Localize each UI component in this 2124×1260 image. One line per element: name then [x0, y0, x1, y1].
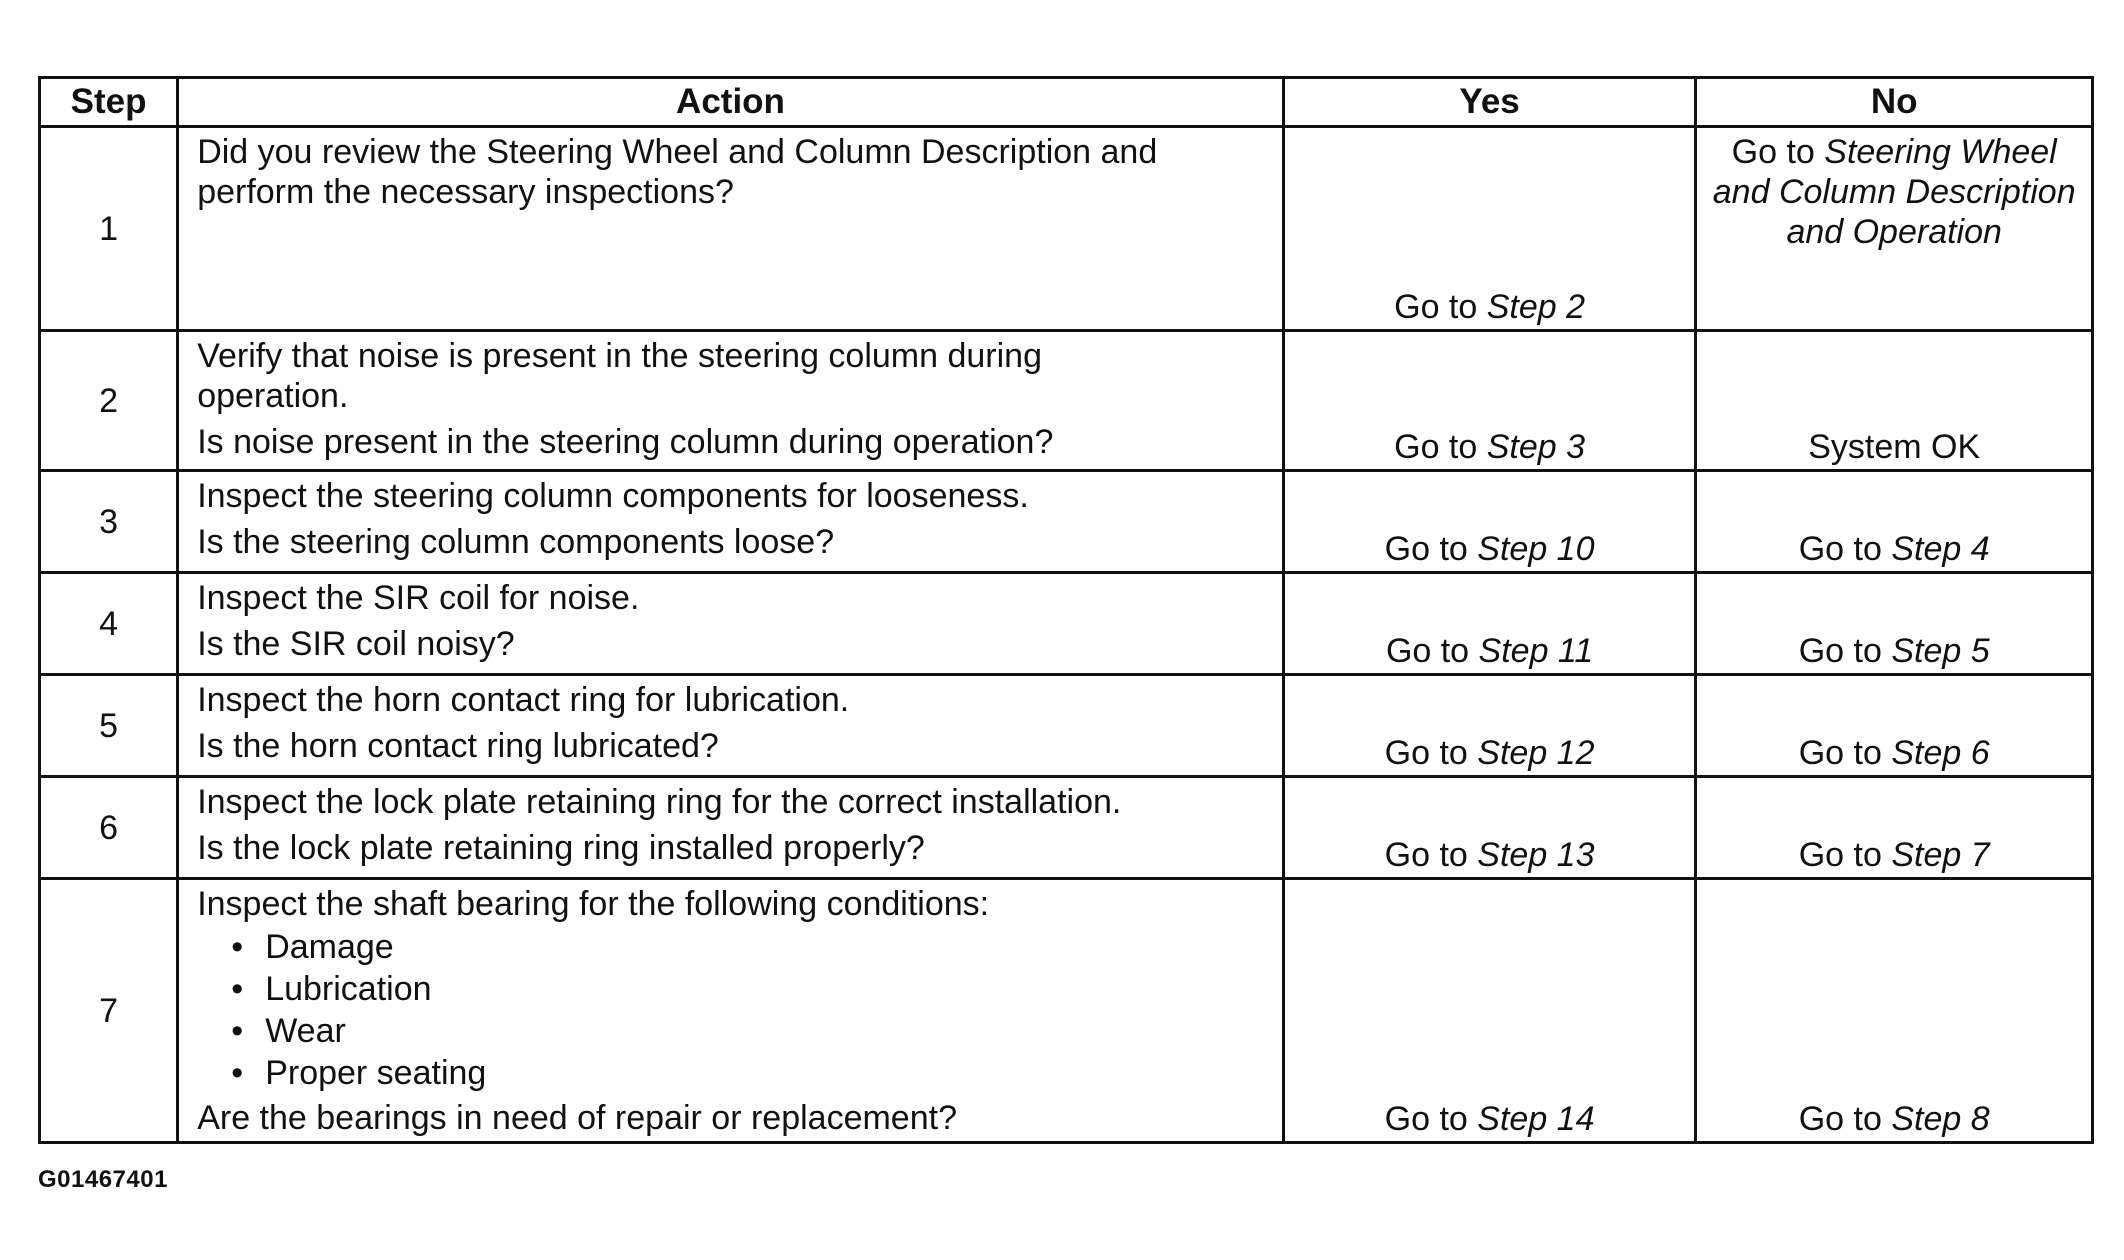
step-number: 4: [40, 573, 178, 675]
no-cell: [1696, 675, 2093, 777]
yes-cell: [1283, 879, 1696, 1143]
step-number: 2: [40, 331, 178, 471]
action-text: Verify that noise is present in the steering column during operation.: [197, 337, 1042, 415]
yes-prefix: Go to: [1384, 836, 1478, 874]
header-action: Action: [178, 78, 1284, 127]
action-text: Did you review the Steering Wheel and Column Description and perform the necessary inspections?: [197, 133, 1158, 211]
list-item: • Proper seating: [265, 1052, 1264, 1094]
no-prefix: Go to: [1731, 133, 1825, 171]
step-number: 7: [40, 879, 178, 1143]
action-cell: [178, 573, 1284, 675]
yes-prefix: Go to: [1384, 734, 1478, 772]
no-prefix: Go to: [1798, 530, 1892, 568]
action-cell: [178, 777, 1284, 879]
action-cell: [178, 127, 1284, 331]
yes-cell: [1283, 471, 1696, 573]
list-item: • Lubrication: [265, 968, 1264, 1010]
no-cell: [1696, 777, 2093, 879]
action-cell: [178, 675, 1284, 777]
table-row: [40, 675, 2093, 777]
action-text: Inspect the horn contact ring for lubrication.: [197, 681, 850, 719]
yes-prefix: Go to: [1394, 288, 1487, 326]
yes-prefix: Go to: [1385, 632, 1479, 670]
table-row: [40, 777, 2093, 879]
figure-id: G01467401: [38, 1166, 168, 1193]
table-row: [40, 573, 2093, 675]
action-cell: [178, 471, 1284, 573]
action-question: Is the horn contact ring lubricated?: [197, 727, 719, 765]
header-yes: Yes: [1283, 78, 1696, 127]
no-link[interactable]: Step 8: [1891, 1100, 1990, 1138]
no-prefix: Go to: [1798, 836, 1892, 874]
header-step: Step: [40, 78, 178, 127]
action-text: Inspect the SIR coil for noise.: [197, 579, 640, 617]
yes-link[interactable]: Step 2: [1486, 288, 1586, 326]
step-number: 3: [40, 471, 178, 573]
table-row: [40, 471, 2093, 573]
action-text: Inspect the steering column components for looseness.: [197, 477, 1029, 515]
no-cell: [1696, 879, 2093, 1143]
yes-prefix: Go to: [1394, 428, 1487, 466]
diagnostic-table-container: [38, 76, 2094, 1144]
action-question: Is the lock plate retaining ring installed properly?: [197, 829, 925, 867]
yes-cell: [1283, 127, 1696, 331]
table-row: [40, 331, 2093, 471]
no-link[interactable]: Steering Wheel and Column Description and Operation: [1712, 133, 2076, 251]
no-link[interactable]: Step 4: [1891, 530, 1990, 568]
yes-prefix: Go to: [1384, 1100, 1478, 1138]
yes-prefix: Go to: [1384, 530, 1478, 568]
no-link[interactable]: Step 6: [1891, 734, 1990, 772]
no-prefix: Go to: [1798, 632, 1892, 670]
no-cell: [1696, 331, 2093, 471]
yes-cell: [1283, 675, 1696, 777]
no-text: System OK: [1808, 428, 1981, 466]
no-prefix: Go to: [1798, 1100, 1892, 1138]
step-number: 6: [40, 777, 178, 879]
table-row: [40, 127, 2093, 331]
yes-link[interactable]: Step 3: [1486, 428, 1586, 466]
no-cell: [1696, 127, 2093, 331]
list-item: • Wear: [265, 1010, 1264, 1052]
diagnostic-table: [38, 76, 2094, 1144]
action-text: Inspect the lock plate retaining ring for the correct installation.: [197, 783, 1122, 821]
action-question: Is noise present in the steering column during operation?: [197, 423, 1054, 461]
yes-cell: [1283, 777, 1696, 879]
action-question: Are the bearings in need of repair or replacement?: [197, 1099, 957, 1137]
yes-link[interactable]: Step 14: [1477, 1100, 1595, 1138]
no-prefix: Go to: [1798, 734, 1892, 772]
action-question: Is the steering column components loose?: [197, 523, 835, 561]
yes-link[interactable]: Step 12: [1477, 734, 1595, 772]
no-cell: [1696, 471, 2093, 573]
list-item: • Damage: [265, 926, 1264, 968]
no-link[interactable]: Step 5: [1891, 632, 1990, 670]
yes-link[interactable]: Step 10: [1477, 530, 1595, 568]
step-number: 5: [40, 675, 178, 777]
yes-cell: [1283, 331, 1696, 471]
header-no: No: [1696, 78, 2093, 127]
condition-list: [197, 926, 1264, 1094]
action-question: Is the SIR coil noisy?: [197, 625, 515, 663]
table-row: [40, 879, 2093, 1143]
no-link[interactable]: Step 7: [1891, 836, 1990, 874]
header-row: [40, 78, 2093, 127]
yes-link[interactable]: Step 11: [1478, 632, 1594, 670]
yes-cell: [1283, 573, 1696, 675]
yes-link[interactable]: Step 13: [1477, 836, 1595, 874]
action-text: Inspect the shaft bearing for the following conditions:: [197, 885, 990, 923]
action-cell: [178, 331, 1284, 471]
step-number: 1: [40, 127, 178, 331]
action-cell: [178, 879, 1284, 1143]
no-cell: [1696, 573, 2093, 675]
